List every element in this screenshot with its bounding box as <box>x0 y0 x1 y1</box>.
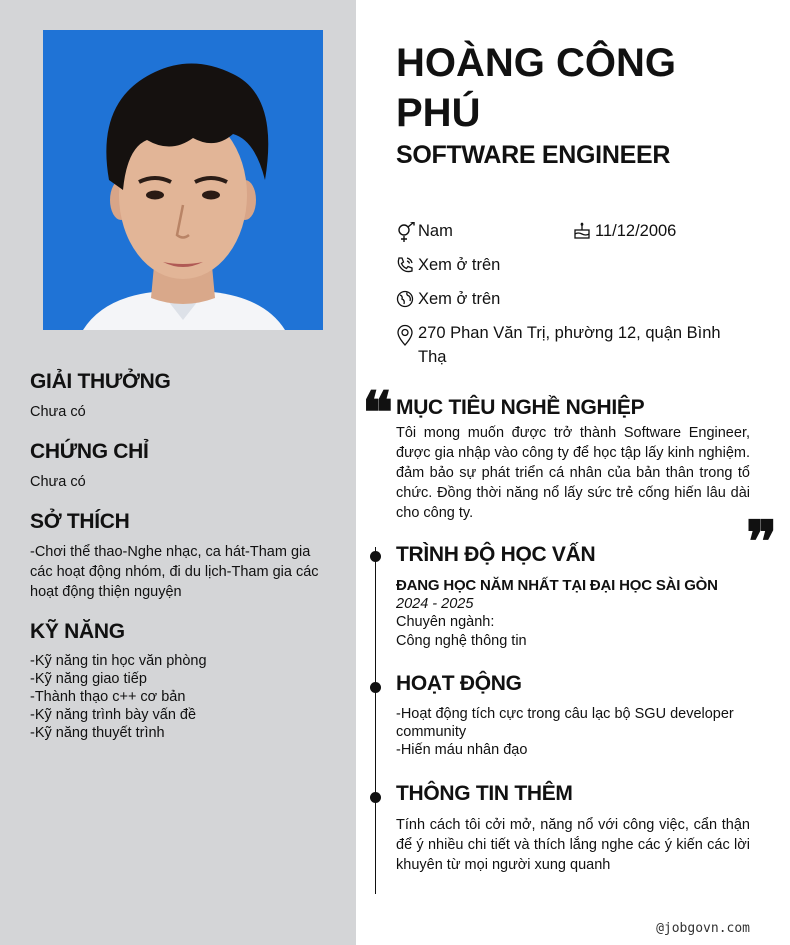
skill-item: -Kỹ năng trình bày vấn đề <box>30 707 197 723</box>
education-major-label: Chuyên ngành: <box>396 614 495 630</box>
skills-list <box>30 652 336 742</box>
footer-credit: @jobgovn.com <box>656 921 750 936</box>
hobbies-heading: SỞ THÍCH <box>30 510 130 533</box>
cake-icon <box>573 219 595 243</box>
awards-heading: GIẢI THƯỞNG <box>30 370 171 393</box>
location-pin-icon <box>396 321 418 369</box>
hobbies-section <box>30 510 336 602</box>
website-value: Xem ở trên <box>418 290 501 308</box>
timeline-line <box>375 547 376 894</box>
skills-section <box>30 620 336 742</box>
timeline-dot <box>370 792 381 803</box>
candidate-name: HOÀNG CÔNG PHÚ <box>396 41 676 135</box>
address-value: 270 Phan Văn Trị, phường 12, quận Bình Thạ <box>418 324 721 366</box>
timeline-dot <box>370 551 381 562</box>
profile-photo <box>43 30 323 330</box>
objective-text: Tôi mong muốn được trở thành Software Engineer, được gia nhập vào công ty để học tập lấy kinh nghiệm. đảm bảo sự phát triển cá nhân của bản thân trong tổ chức. Đồng thời năng nổ lấy sức trẻ cống hiến lâu dài cho công ty. <box>396 425 750 521</box>
skill-item: -Kỹ năng tin học văn phòng <box>30 653 207 669</box>
birthday-value: 11/12/2006 <box>595 222 677 240</box>
skills-heading: KỸ NĂNG <box>30 620 125 643</box>
activity-item: -Hiến máu nhân đạo <box>396 742 528 758</box>
awards-text: Chưa có <box>30 404 86 420</box>
phone-row <box>396 253 500 277</box>
quote-open-icon: ❝ <box>362 379 394 447</box>
skill-item: -Kỹ năng giao tiếp <box>30 671 147 687</box>
awards-section <box>30 370 336 422</box>
phone-value: Xem ở trên <box>418 256 501 274</box>
certificates-section <box>30 440 336 492</box>
quote-close-icon: ❞ <box>746 508 778 576</box>
education-school: ĐANG HỌC NĂM NHẤT TẠI ĐẠI HỌC SÀI GÒN <box>396 577 718 594</box>
skill-item: -Kỹ năng thuyết trình <box>30 725 165 741</box>
globe-icon <box>396 287 418 311</box>
activities-heading: HOẠT ĐỘNG <box>396 672 522 695</box>
education-major: Công nghệ thông tin <box>396 633 527 649</box>
activities-list <box>396 705 750 759</box>
job-title: SOFTWARE ENGINEER <box>396 141 671 169</box>
website-row <box>396 287 500 311</box>
education-period: 2024 - 2025 <box>396 596 474 612</box>
timeline-dot <box>370 682 381 693</box>
birthday-row <box>573 219 676 243</box>
more-info-text: Tính cách tôi cởi mở, năng nổ với công việc, cẩn thận để ý nhiều chi tiết và thích lắng nghe các ý kiến các lời khuyên từ mọi người xung quanh <box>396 817 750 873</box>
gender-icon <box>396 219 418 243</box>
certificates-heading: CHỨNG CHỈ <box>30 440 149 463</box>
activity-item: -Hoạt động tích cực trong câu lạc bộ SGU developer community <box>396 706 734 740</box>
hobbies-text: -Chơi thể thao-Nghe nhạc, ca hát-Tham gia các hoạt động nhóm, đi du lịch-Tham gia các hoạt động thiện nguyện <box>30 544 319 600</box>
education-heading: TRÌNH ĐỘ HỌC VẤN <box>396 543 596 566</box>
objective-heading: MỤC TIÊU NGHỀ NGHIỆP <box>396 396 645 419</box>
skill-item: -Thành thạo c++ cơ bản <box>30 689 186 705</box>
more-info-heading: THÔNG TIN THÊM <box>396 782 573 805</box>
gender-value: Nam <box>418 222 453 240</box>
certificates-text: Chưa có <box>30 474 86 490</box>
gender-row <box>396 219 453 243</box>
phone-icon <box>396 253 418 277</box>
address-row <box>396 321 750 369</box>
